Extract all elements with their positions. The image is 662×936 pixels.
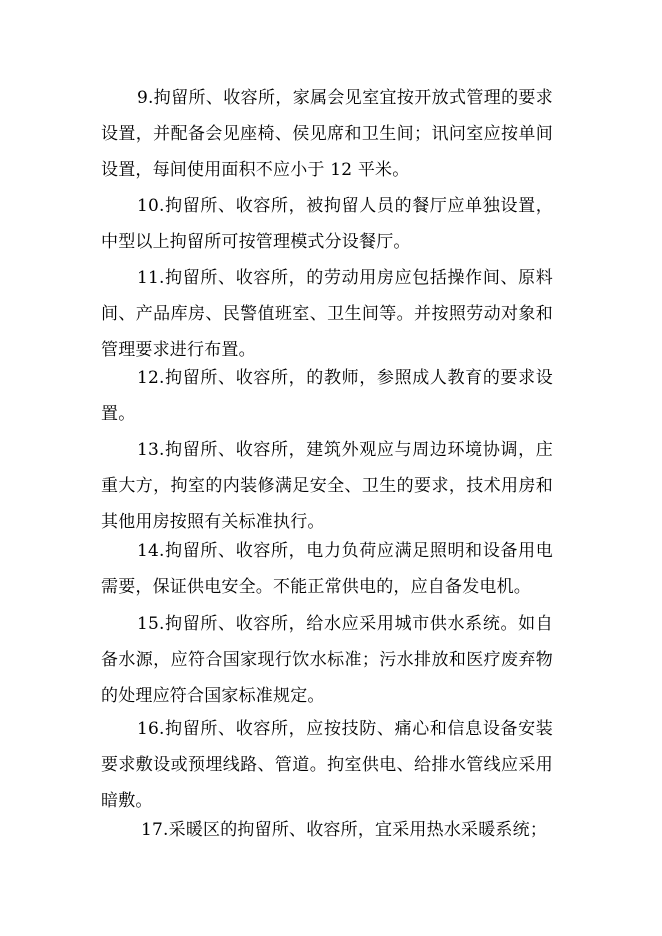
paragraph-16: 16.拘留所、收容所，应按技防、痛心和信息设备安装要求敷设或预埋线路、管道。拘室供电、给排水管线应采用暗敷。 bbox=[101, 719, 553, 811]
paragraph-14: 14.拘留所、收容所，电力负荷应满足照明和设备用电需要，保证供电安全。不能正常供电的，应自备发电机。 bbox=[101, 541, 553, 597]
paragraph-9: 9.拘留所、收容所，家属会见室宜按开放式管理的要求设置，并配备会见座椅、侯见席和卫生间；讯问室应按单间设置，每间使用面积不应小于 12 平米。 bbox=[101, 88, 553, 180]
paragraph-13: 13.拘留所、收容所，建筑外观应与周边环境协调，庄重大方，拘室的内装修满足安全、卫生的要求，技术用房和其他用房按照有关标准执行。 bbox=[101, 440, 553, 532]
paragraph-11: 11.拘留所、收容所，的劳动用房应包括操作间、原料间、产品库房、民警值班室、卫生间等。并按照劳动对象和管理要求进行布置。 bbox=[101, 268, 553, 360]
paragraph-10: 10.拘留所、收容所，被拘留人员的餐厅应单独设置，中型以上拘留所可按管理模式分设餐厅。 bbox=[101, 196, 553, 252]
paragraph-17: 17.采暖区的拘留所、收容所，宜采用热水采暖系统； bbox=[141, 820, 548, 840]
paragraph-12: 12.拘留所、收容所，的教师，参照成人教育的要求设置。 bbox=[101, 368, 553, 424]
paragraph-15: 15.拘留所、收容所，给水应采用城市供水系统。如自备水源，应符合国家现行饮水标准；污水排放和医疗废弃物的处理应符合国家标准规定。 bbox=[101, 614, 553, 706]
